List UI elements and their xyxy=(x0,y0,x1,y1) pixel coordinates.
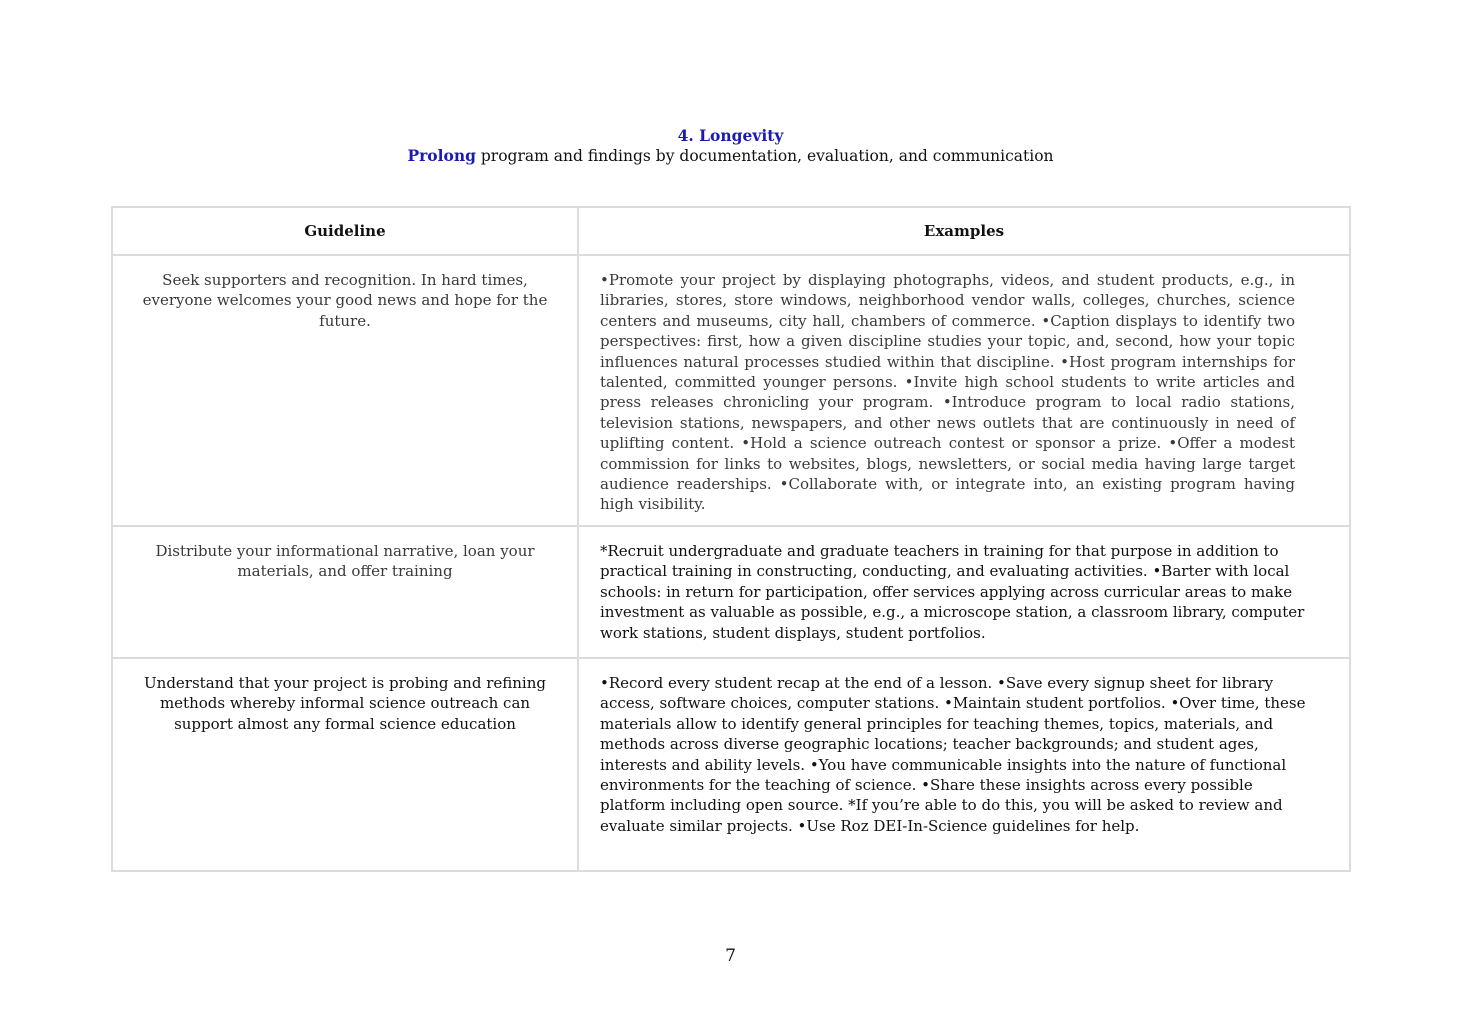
table-header-row xyxy=(112,207,1350,255)
section-title: 4. Longevity xyxy=(677,126,784,145)
table-row xyxy=(112,526,1350,658)
guideline-cell: Distribute your informational narrative, loan your materials, and offer training xyxy=(112,526,578,658)
examples-cell: •Record every student recap at the end of a lesson. •Save every signup sheet for library access, software choices, computer stations. •Maintain student portfolios. •Over time, these materials allow to identify general principles for teaching themes, topics, materials, and methods across diverse geographic locations; teacher backgrounds; and student ages, interests and ability levels. •You have communicable insights into the nature of functional environments for the teaching of science. •Share these insights across every possible platform including open source. *If you’re able to do this, you will be asked to review and evaluate similar projects. •Use Roz DEI-In-Science guidelines for help. xyxy=(578,658,1350,871)
guideline-cell: Seek supporters and recognition. In hard times, everyone welcomes your good news and hope for the future. xyxy=(112,255,578,526)
guideline-table xyxy=(111,206,1351,872)
subtitle-lead-word: Prolong xyxy=(407,146,476,165)
examples-cell: •Promote your project by displaying photographs, videos, and student products, e.g., in libraries, stores, store windows, neighborhood vendor walls, colleges, churches, science centers and museums, city hall, chambers of commerce. •Caption displays to identify two perspectives: first, how a given discipline studies your topic, and, second, how your topic influences natural processes studied within that discipline. •Host program internships for talented, committed younger persons. •Invite high school students to write articles and press releases chronicling your program. •Introduce program to local radio stations, television stations, newspapers, and other news outlets that are continuously in need of uplifting content. •Hold a science outreach contest or sponsor a prize. •Offer a modest commission for links to websites, blogs, newsletters, or social media having large target audience readerships. •Collaborate with, or integrate into, an existing program having high visibility. xyxy=(578,255,1350,526)
table-row xyxy=(112,658,1350,871)
table-row xyxy=(112,255,1350,526)
page-number: 7 xyxy=(725,946,736,966)
header-examples: Examples xyxy=(578,207,1350,255)
section-subtitle xyxy=(0,146,1461,166)
subtitle-rest: program and findings by documentation, evaluation, and communication xyxy=(475,147,1054,165)
guideline-cell: Understand that your project is probing and refining methods whereby informal science outreach can support almost any formal science education xyxy=(112,658,578,871)
header-guideline: Guideline xyxy=(112,207,578,255)
examples-cell: *Recruit undergraduate and graduate teachers in training for that purpose in addition to practical training in constructing, conducting, and evaluating activities. •Barter with local schools: in return for participation, offer services applying across curricular areas to make investment as valuable as possible, e.g., a microscope station, a classroom library, computer work stations, student displays, student portfolios. xyxy=(578,526,1350,658)
section-heading xyxy=(0,126,1461,166)
